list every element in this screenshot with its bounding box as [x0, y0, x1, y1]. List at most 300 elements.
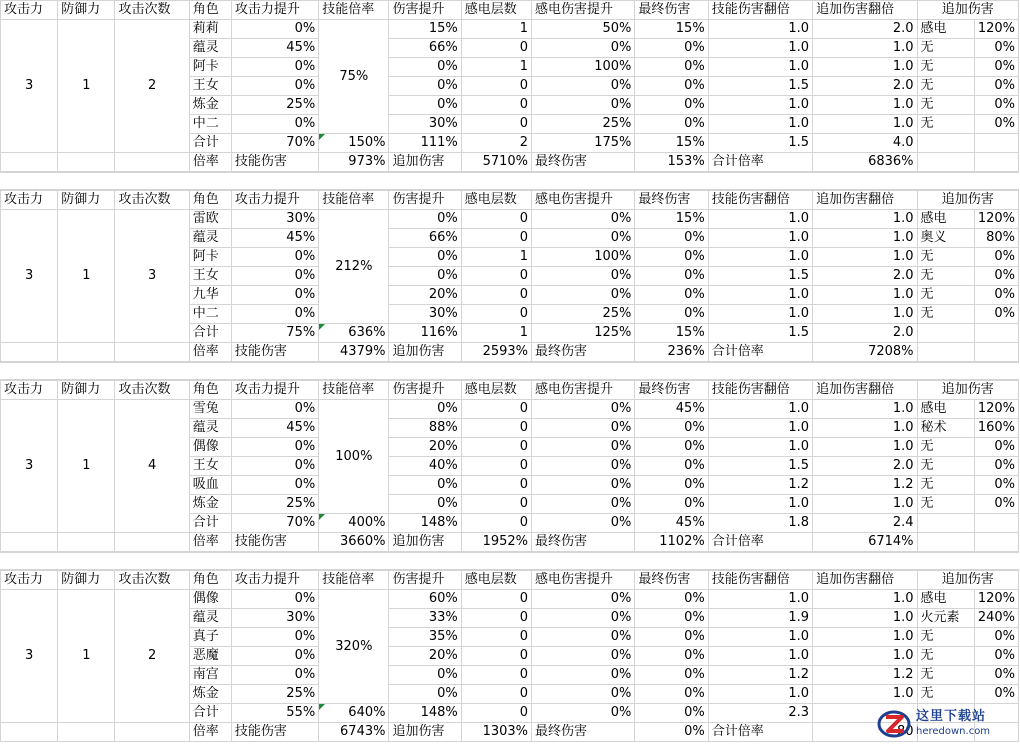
atk-boost-cell: 0% [231, 628, 318, 647]
empty-cell [917, 533, 974, 552]
watermark [876, 704, 1020, 744]
header-final-dmg: 最终伤害 [635, 381, 708, 400]
extra-value-cell: 160% [974, 419, 1018, 438]
extra-value-cell: 0% [974, 476, 1018, 495]
role-name: 雪兔 [189, 400, 231, 419]
total-shock-boost: 0% [532, 514, 635, 533]
header-dmg-boost: 伤害提升 [389, 381, 461, 400]
extra-mult-cell: 1.0 [813, 685, 917, 704]
extra-value-cell: 120% [974, 590, 1018, 609]
header-hits: 攻击次数 [115, 191, 189, 210]
extra-dmg-value: 2593% [461, 343, 531, 362]
total-ratio-value: 6714% [813, 533, 917, 552]
shock-boost-cell: 0% [532, 685, 635, 704]
header-dmg-boost: 伤害提升 [389, 1, 461, 20]
extra-type-cell: 感电 [917, 590, 974, 609]
dmg-boost-cell: 88% [389, 419, 461, 438]
hits-value: 3 [115, 210, 189, 343]
final-dmg-cell: 15% [635, 210, 708, 229]
final-dmg-cell: 0% [635, 495, 708, 514]
empty-cell [58, 533, 115, 552]
empty-cell [974, 134, 1018, 153]
dmg-boost-cell: 0% [389, 77, 461, 96]
extra-type-cell: 无 [917, 39, 974, 58]
empty-cell [58, 343, 115, 362]
extra-value-cell: 0% [974, 438, 1018, 457]
final-dmg-cell: 0% [635, 438, 708, 457]
extra-value-cell: 0% [974, 457, 1018, 476]
extra-mult-cell: 2.0 [813, 20, 917, 39]
hits-value: 4 [115, 400, 189, 533]
shock-stacks-cell: 0 [461, 77, 531, 96]
shock-boost-cell: 100% [532, 58, 635, 77]
extra-value-cell: 0% [974, 647, 1018, 666]
total-shock-boost: 125% [532, 324, 635, 343]
shock-stacks-cell: 0 [461, 286, 531, 305]
role-name: 炼金 [189, 685, 231, 704]
shock-boost-cell: 50% [532, 20, 635, 39]
skill-dmg-value: 6743% [319, 723, 389, 742]
extra-type-cell: 无 [917, 457, 974, 476]
header-skill-mult: 技能伤害翻倍 [708, 191, 812, 210]
extra-type-cell: 无 [917, 77, 974, 96]
header-defense: 防御力 [58, 571, 115, 590]
extra-mult-cell: 1.0 [813, 495, 917, 514]
skill-dmg-value: 973% [319, 153, 389, 172]
skill-dmg-label: 技能伤害 [231, 723, 318, 742]
extra-dmg-value: 1952% [461, 533, 531, 552]
total-atk-boost: 70% [231, 134, 318, 153]
total-dmg-boost: 148% [389, 514, 461, 533]
extra-type-cell: 奥义 [917, 229, 974, 248]
attack-value: 3 [1, 400, 58, 533]
table-row [1, 400, 1019, 419]
shock-boost-cell: 0% [532, 628, 635, 647]
skill-mult-cell: 1.0 [708, 96, 812, 115]
shock-boost-cell: 0% [532, 476, 635, 495]
total-ratio-label: 合计倍率 [708, 343, 812, 362]
extra-value-cell: 80% [974, 229, 1018, 248]
extra-value-cell: 0% [974, 628, 1018, 647]
total-shock-stacks: 0 [461, 514, 531, 533]
extra-value-cell: 120% [974, 210, 1018, 229]
calc-table-4 [0, 570, 1019, 742]
header-attack: 攻击力 [1, 381, 58, 400]
skill-mult-cell: 1.9 [708, 609, 812, 628]
final-dmg-cell: 0% [635, 457, 708, 476]
extra-value-cell: 240% [974, 609, 1018, 628]
calc-table-2 [0, 190, 1019, 362]
skill-dmg-value: 4379% [319, 343, 389, 362]
extra-mult-cell: 1.0 [813, 438, 917, 457]
shock-boost-cell: 0% [532, 286, 635, 305]
final-dmg-value: 1102% [635, 533, 708, 552]
ratio-row [1, 723, 1019, 742]
defense-value: 1 [58, 210, 115, 343]
extra-value-cell: 0% [974, 305, 1018, 324]
header-attack: 攻击力 [1, 571, 58, 590]
empty-cell [58, 723, 115, 742]
header-role: 角色 [189, 381, 231, 400]
empty-cell [1, 153, 58, 172]
skill-mult-cell: 1.0 [708, 628, 812, 647]
total-final-dmg: 45% [635, 514, 708, 533]
empty-cell [974, 153, 1018, 172]
extra-type-cell: 无 [917, 495, 974, 514]
shock-stacks-cell: 0 [461, 96, 531, 115]
empty-cell [917, 324, 974, 343]
atk-boost-cell: 0% [231, 438, 318, 457]
extra-type-cell: 无 [917, 476, 974, 495]
extra-value-cell: 0% [974, 685, 1018, 704]
role-name: 偶像 [189, 590, 231, 609]
total-shock-boost: 175% [532, 134, 635, 153]
shock-stacks-cell: 0 [461, 647, 531, 666]
skill-mult-cell: 1.2 [708, 666, 812, 685]
defense-value: 1 [58, 590, 115, 723]
final-dmg-label: 最终伤害 [532, 533, 635, 552]
final-dmg-cell: 0% [635, 286, 708, 305]
role-name: 莉莉 [189, 20, 231, 39]
header-attack: 攻击力 [1, 1, 58, 20]
dmg-boost-cell: 0% [389, 400, 461, 419]
shock-boost-cell: 0% [532, 210, 635, 229]
ratio-row [1, 343, 1019, 362]
extra-mult-cell: 2.0 [813, 457, 917, 476]
final-dmg-cell: 45% [635, 400, 708, 419]
total-shock-boost: 0% [532, 704, 635, 723]
header-hits: 攻击次数 [115, 1, 189, 20]
extra-mult-cell: 1.0 [813, 286, 917, 305]
shock-stacks-cell: 0 [461, 495, 531, 514]
header-atk-boost: 攻击力提升 [231, 1, 318, 20]
extra-value-cell: 0% [974, 115, 1018, 134]
extra-value-cell: 0% [974, 96, 1018, 115]
extra-type-cell: 无 [917, 58, 974, 77]
extra-mult-cell: 1.0 [813, 305, 917, 324]
extra-mult-cell: 1.0 [813, 96, 917, 115]
total-shock-stacks: 1 [461, 324, 531, 343]
shock-boost-cell: 0% [532, 96, 635, 115]
shock-stacks-cell: 1 [461, 20, 531, 39]
header-final-dmg: 最终伤害 [635, 1, 708, 20]
total-dmg-boost: 148% [389, 704, 461, 723]
empty-cell [1, 343, 58, 362]
total-skill-mult: 2.3 [708, 704, 812, 723]
atk-boost-cell: 0% [231, 305, 318, 324]
empty-cell [974, 343, 1018, 362]
shock-boost-cell: 100% [532, 248, 635, 267]
ratio-row [1, 533, 1019, 552]
extra-value-cell: 0% [974, 58, 1018, 77]
shock-stacks-cell: 0 [461, 590, 531, 609]
extra-mult-cell: 2.0 [813, 267, 917, 286]
header-skill-mult: 技能伤害翻倍 [708, 1, 812, 20]
final-dmg-cell: 0% [635, 609, 708, 628]
role-name: 炼金 [189, 96, 231, 115]
extra-type-cell: 无 [917, 248, 974, 267]
header-dmg-boost: 伤害提升 [389, 191, 461, 210]
skill-dmg-label: 技能伤害 [231, 343, 318, 362]
skill-dmg-label: 技能伤害 [231, 153, 318, 172]
dmg-boost-cell: 33% [389, 609, 461, 628]
atk-boost-cell: 0% [231, 248, 318, 267]
total-atk-boost: 75% [231, 324, 318, 343]
dmg-boost-cell: 0% [389, 267, 461, 286]
atk-boost-cell: 0% [231, 457, 318, 476]
empty-cell [917, 153, 974, 172]
total-atk-boost: 55% [231, 704, 318, 723]
final-dmg-cell: 0% [635, 229, 708, 248]
extra-value-cell: 0% [974, 267, 1018, 286]
shock-stacks-cell: 0 [461, 305, 531, 324]
total-final-dmg: 15% [635, 324, 708, 343]
shock-stacks-cell: 0 [461, 229, 531, 248]
atk-boost-cell: 45% [231, 419, 318, 438]
empty-cell [917, 134, 974, 153]
extra-mult-cell: 1.0 [813, 115, 917, 134]
empty-cell [1, 533, 58, 552]
header-extra-mult: 追加伤害翻倍 [813, 571, 917, 590]
role-name: 蕴灵 [189, 229, 231, 248]
final-dmg-cell: 0% [635, 647, 708, 666]
skill-rate-value: 212% [319, 210, 389, 324]
total-extra-mult: 2.4 [813, 514, 917, 533]
header-role: 角色 [189, 191, 231, 210]
total-skill-mult: 1.8 [708, 514, 812, 533]
total-dmg-boost: 116% [389, 324, 461, 343]
role-name: 王女 [189, 77, 231, 96]
final-dmg-cell: 0% [635, 628, 708, 647]
skill-mult-cell: 1.0 [708, 115, 812, 134]
dmg-boost-cell: 20% [389, 438, 461, 457]
extra-mult-cell: 1.0 [813, 229, 917, 248]
atk-boost-cell: 0% [231, 58, 318, 77]
role-name: 中二 [189, 115, 231, 134]
defense-value: 1 [58, 20, 115, 153]
header-attack: 攻击力 [1, 191, 58, 210]
extra-mult-cell: 1.2 [813, 476, 917, 495]
shock-boost-cell: 0% [532, 438, 635, 457]
atk-boost-cell: 0% [231, 115, 318, 134]
role-name: 炼金 [189, 495, 231, 514]
table-row [1, 210, 1019, 229]
dmg-boost-cell: 66% [389, 39, 461, 58]
shock-boost-cell: 25% [532, 115, 635, 134]
skill-mult-cell: 1.0 [708, 590, 812, 609]
final-dmg-cell: 0% [635, 419, 708, 438]
final-dmg-value: 153% [635, 153, 708, 172]
extra-value-cell: 0% [974, 39, 1018, 58]
skill-mult-cell: 1.0 [708, 20, 812, 39]
role-name: 蕴灵 [189, 39, 231, 58]
role-name: 南宫 [189, 666, 231, 685]
header-extra-mult: 追加伤害翻倍 [813, 381, 917, 400]
defense-value: 1 [58, 400, 115, 533]
header-row [1, 381, 1019, 400]
dmg-boost-cell: 20% [389, 286, 461, 305]
empty-cell [115, 343, 189, 362]
final-dmg-label: 最终伤害 [532, 343, 635, 362]
skill-dmg-label: 技能伤害 [231, 533, 318, 552]
extra-type-cell: 感电 [917, 20, 974, 39]
header-role: 角色 [189, 1, 231, 20]
extra-mult-cell: 1.0 [813, 419, 917, 438]
total-skill-rate: 640% [319, 704, 389, 723]
dmg-boost-cell: 0% [389, 96, 461, 115]
total-ratio-value: 7208% [813, 343, 917, 362]
atk-boost-cell: 0% [231, 400, 318, 419]
total-shock-stacks: 0 [461, 704, 531, 723]
role-name: 九华 [189, 286, 231, 305]
empty-cell [917, 514, 974, 533]
shock-stacks-cell: 0 [461, 685, 531, 704]
skill-mult-cell: 1.0 [708, 400, 812, 419]
shock-boost-cell: 0% [532, 419, 635, 438]
extra-value-cell: 0% [974, 248, 1018, 267]
empty-cell [1, 723, 58, 742]
final-dmg-cell: 0% [635, 685, 708, 704]
extra-mult-cell: 1.0 [813, 628, 917, 647]
extra-mult-cell: 1.0 [813, 400, 917, 419]
final-dmg-value: 236% [635, 343, 708, 362]
shock-stacks-cell: 0 [461, 39, 531, 58]
shock-boost-cell: 0% [532, 229, 635, 248]
extra-type-cell: 无 [917, 647, 974, 666]
shock-boost-cell: 0% [532, 77, 635, 96]
header-hits: 攻击次数 [115, 381, 189, 400]
shock-boost-cell: 0% [532, 39, 635, 58]
final-dmg-label: 最终伤害 [532, 723, 635, 742]
extra-value-cell: 120% [974, 400, 1018, 419]
blank-row [0, 552, 1019, 570]
extra-dmg-label: 追加伤害 [389, 723, 461, 742]
extra-dmg-value: 1303% [461, 723, 531, 742]
extra-type-cell: 无 [917, 286, 974, 305]
empty-cell [974, 324, 1018, 343]
header-row [1, 571, 1019, 590]
total-final-dmg: 0% [635, 704, 708, 723]
shock-stacks-cell: 0 [461, 210, 531, 229]
header-skill-rate: 技能倍率 [319, 1, 389, 20]
total-ratio-label: 合计倍率 [708, 723, 812, 742]
table-row [1, 20, 1019, 39]
dmg-boost-cell: 0% [389, 210, 461, 229]
header-atk-boost: 攻击力提升 [231, 381, 318, 400]
shock-boost-cell: 0% [532, 666, 635, 685]
hits-value: 2 [115, 590, 189, 723]
header-skill-rate: 技能倍率 [319, 191, 389, 210]
empty-cell [917, 343, 974, 362]
dmg-boost-cell: 0% [389, 495, 461, 514]
extra-mult-cell: 1.0 [813, 210, 917, 229]
total-ratio-label: 合计倍率 [708, 153, 812, 172]
header-extra-dmg: 追加伤害 [917, 381, 1019, 400]
ratio-label: 倍率 [189, 153, 231, 172]
total-ratio-value: 80 [813, 723, 917, 742]
header-defense: 防御力 [58, 1, 115, 20]
header-role: 角色 [189, 571, 231, 590]
table-row [1, 590, 1019, 609]
extra-mult-cell: 1.0 [813, 39, 917, 58]
extra-type-cell: 无 [917, 685, 974, 704]
ratio-label: 倍率 [189, 343, 231, 362]
skill-mult-cell: 1.0 [708, 248, 812, 267]
total-atk-boost: 70% [231, 514, 318, 533]
shock-stacks-cell: 0 [461, 666, 531, 685]
total-ratio-value: 6836% [813, 153, 917, 172]
dmg-boost-cell: 0% [389, 248, 461, 267]
atk-boost-cell: 30% [231, 609, 318, 628]
header-skill-rate: 技能倍率 [319, 571, 389, 590]
total-extra-mult: 2.0 [813, 324, 917, 343]
ratio-row [1, 153, 1019, 172]
dmg-boost-cell: 0% [389, 666, 461, 685]
role-name: 中二 [189, 305, 231, 324]
empty-cell [115, 533, 189, 552]
shock-boost-cell: 0% [532, 590, 635, 609]
skill-mult-cell: 1.0 [708, 39, 812, 58]
shock-boost-cell: 0% [532, 400, 635, 419]
dmg-boost-cell: 0% [389, 58, 461, 77]
header-shock-stacks: 感电层数 [461, 191, 531, 210]
shock-boost-cell: 0% [532, 495, 635, 514]
heredown-logo-icon [876, 706, 912, 742]
final-dmg-cell: 0% [635, 58, 708, 77]
shock-stacks-cell: 1 [461, 248, 531, 267]
final-dmg-cell: 0% [635, 666, 708, 685]
attack-value: 3 [1, 210, 58, 343]
empty-cell [115, 153, 189, 172]
shock-stacks-cell: 0 [461, 400, 531, 419]
header-skill-mult: 技能伤害翻倍 [708, 381, 812, 400]
extra-type-cell: 火元素 [917, 609, 974, 628]
shock-stacks-cell: 0 [461, 457, 531, 476]
dmg-boost-cell: 20% [389, 647, 461, 666]
total-skill-mult: 1.5 [708, 324, 812, 343]
skill-mult-cell: 1.0 [708, 58, 812, 77]
role-name: 王女 [189, 457, 231, 476]
hits-value: 2 [115, 20, 189, 153]
atk-boost-cell: 30% [231, 210, 318, 229]
watermark-url: heredown.com [916, 726, 991, 737]
calc-table-1 [0, 0, 1019, 172]
extra-dmg-label: 追加伤害 [389, 153, 461, 172]
shock-boost-cell: 25% [532, 305, 635, 324]
header-shock-boost: 感电伤害提升 [532, 571, 635, 590]
atk-boost-cell: 25% [231, 495, 318, 514]
atk-boost-cell: 45% [231, 39, 318, 58]
shock-stacks-cell: 0 [461, 476, 531, 495]
extra-type-cell: 无 [917, 438, 974, 457]
total-shock-stacks: 2 [461, 134, 531, 153]
role-name: 吸血 [189, 476, 231, 495]
header-skill-mult: 技能伤害翻倍 [708, 571, 812, 590]
header-dmg-boost: 伤害提升 [389, 571, 461, 590]
role-name: 恶魔 [189, 647, 231, 666]
blank-row [0, 362, 1019, 380]
final-dmg-cell: 0% [635, 39, 708, 58]
dmg-boost-cell: 15% [389, 20, 461, 39]
header-extra-dmg: 追加伤害 [917, 1, 1019, 20]
atk-boost-cell: 45% [231, 229, 318, 248]
shock-stacks-cell: 1 [461, 58, 531, 77]
role-name: 真子 [189, 628, 231, 647]
skill-mult-cell: 1.5 [708, 457, 812, 476]
watermark-title: 这里下载站 [916, 709, 987, 724]
header-shock-stacks: 感电层数 [461, 571, 531, 590]
extra-value-cell: 0% [974, 495, 1018, 514]
